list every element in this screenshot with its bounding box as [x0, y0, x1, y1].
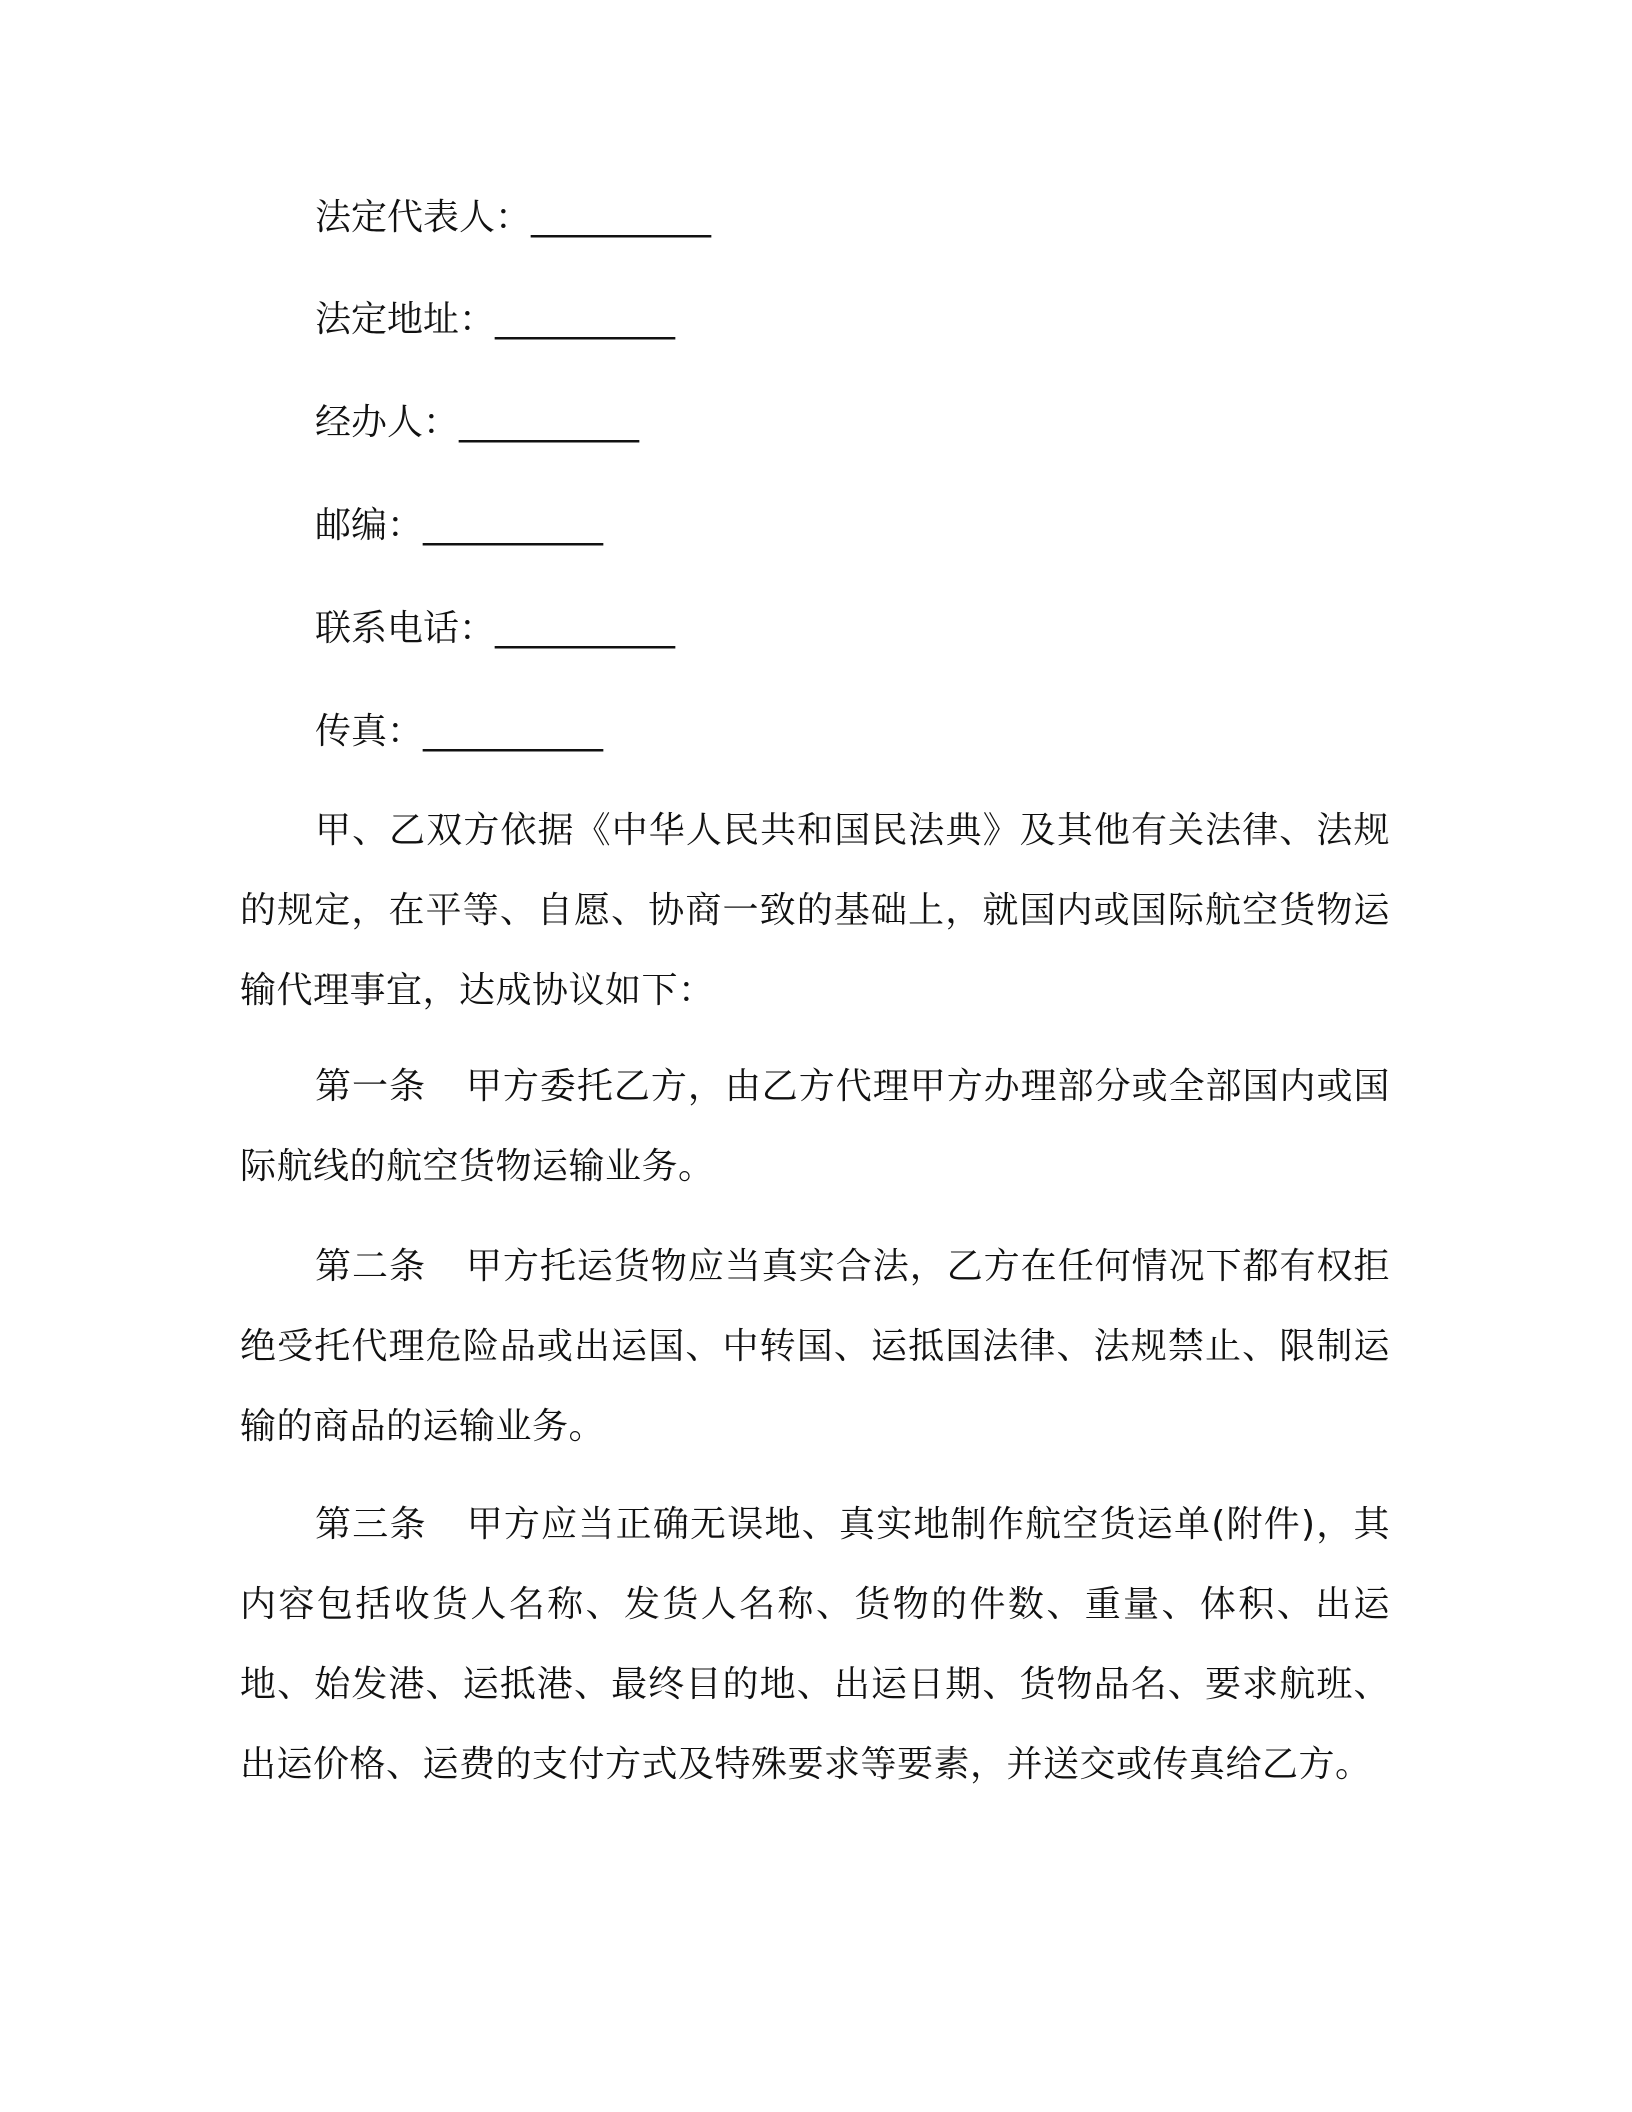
- article-3: [240, 1485, 1390, 1805]
- article-2: [240, 1227, 1390, 1467]
- field-label: 法定代表人：: [315, 197, 532, 238]
- article-number: 第三条: [315, 1504, 427, 1545]
- article-number: 第二条: [315, 1246, 426, 1287]
- field-legal-representative: [315, 194, 711, 242]
- article-text: 甲方托运货物应当真实合法，乙方在任何情况下都有权拒绝受托代理危险品或出运国、中转国、运抵国法律、法规禁止、限制运输的商品的运输业务。: [240, 1246, 1390, 1447]
- field-label: 联系电话：: [315, 608, 496, 649]
- article-text: 甲方应当正确无误地、真实地制作航空货运单(附件)，其内容包括收货人名称、发货人名称、货物的件数、重量、体积、出运地、始发港、运抵港、最终目的地、出运日期、货物品名、要求航班、出运价格、运费的支付方式及特殊要求等要素，并送交或传真给乙方。: [240, 1504, 1390, 1785]
- field-blank: __________: [459, 402, 640, 443]
- field-label: 传真：: [315, 711, 424, 752]
- article-number: 第一条: [315, 1066, 426, 1107]
- field-label: 法定地址：: [315, 299, 496, 340]
- field-blank: __________: [423, 505, 604, 546]
- article-1: [240, 1047, 1390, 1207]
- field-blank: __________: [495, 299, 676, 340]
- field-blank: __________: [531, 197, 712, 238]
- field-label: 经办人：: [315, 402, 460, 443]
- field-postcode: [315, 502, 603, 550]
- field-handler: [315, 399, 639, 447]
- field-blank: __________: [495, 608, 676, 649]
- field-blank: __________: [423, 711, 604, 752]
- field-phone: [315, 605, 675, 653]
- preamble-paragraph: 甲、乙双方依据《中华人民共和国民法典》及其他有关法律、法规的规定，在平等、自愿、协商一致的基础上，就国内或国际航空货物运输代理事宜，达成协议如下：: [240, 810, 1390, 1011]
- field-label: 邮编：: [315, 505, 424, 546]
- field-fax: [315, 708, 603, 756]
- article-text: 甲方委托乙方，由乙方代理甲方办理部分或全部国内或国际航线的航空货物运输业务。: [240, 1066, 1390, 1187]
- field-legal-address: [315, 296, 675, 344]
